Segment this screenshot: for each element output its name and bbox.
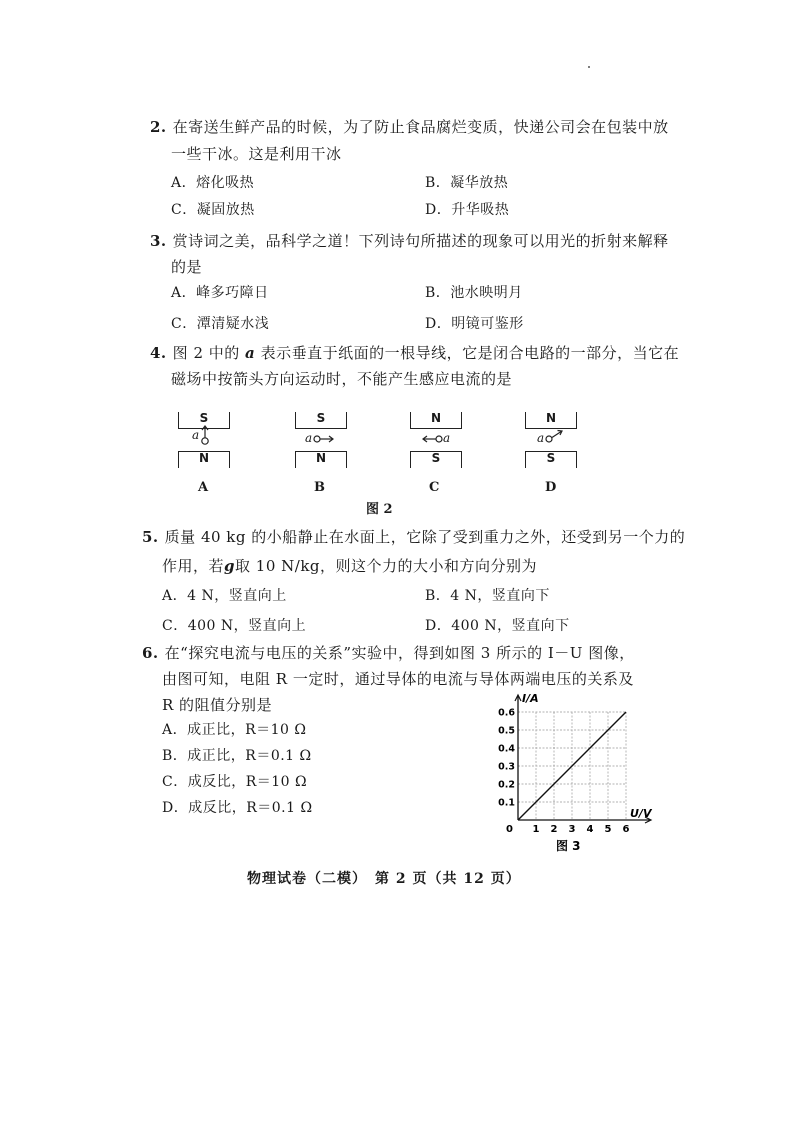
panel-d-wire-label: a bbox=[537, 431, 545, 445]
q3-number: 3. bbox=[150, 232, 167, 250]
panel-a-bottom-magnet bbox=[178, 451, 230, 468]
y-tick-label: 0.2 bbox=[498, 779, 515, 791]
q6-option-b: B．成正比，R＝0.1 Ω bbox=[162, 748, 312, 764]
q6-number: 6. bbox=[142, 644, 159, 662]
panel-c-top-magnet bbox=[410, 412, 462, 429]
q2-number: 2. bbox=[150, 118, 167, 136]
panel-b-top-magnet bbox=[295, 412, 347, 429]
figure-3-caption: 图 3 bbox=[556, 839, 581, 853]
panel-c-arrow-left-icon bbox=[421, 433, 443, 445]
q6-text-2: 由图可知，电阻 R 一定时，通过导体的电流与导体两端电压的关系及 bbox=[162, 670, 634, 688]
chart-axes bbox=[515, 695, 651, 823]
q4-number: 4. bbox=[150, 344, 167, 362]
panel-b-bottom-magnet bbox=[295, 451, 347, 468]
panel-c-bottom-pole: S bbox=[431, 451, 441, 465]
y-tick-label: 0.3 bbox=[498, 761, 515, 773]
q3-option-d: D．明镜可鉴形 bbox=[425, 316, 524, 332]
y-axis-label: I/A bbox=[522, 692, 539, 705]
q3-line-1 bbox=[150, 230, 669, 252]
panel-c-bottom-magnet bbox=[410, 451, 462, 468]
panel-c-wire-label: a bbox=[443, 431, 451, 445]
q3-option-a: A．峰多巧障日 bbox=[171, 285, 269, 301]
q5-option-a: A．4 N，竖直向上 bbox=[162, 588, 287, 604]
panel-b-arrow-right-icon bbox=[313, 433, 335, 445]
q5-text-1: 质量 40 kg 的小船静止在水面上，它除了受到重力之外，还受到另一个力的 bbox=[164, 528, 686, 546]
q4-text-2: 磁场中按箭头方向运动时，不能产生感应电流的是 bbox=[171, 370, 513, 388]
panel-d-top-pole: N bbox=[545, 411, 557, 425]
x-tick-label: 6 bbox=[622, 824, 630, 835]
panel-b-top-pole: S bbox=[316, 411, 326, 425]
q6-option-a: A．成正比，R＝10 Ω bbox=[162, 722, 307, 738]
q5-line-1 bbox=[142, 526, 685, 548]
panel-d-bottom-magnet bbox=[525, 451, 577, 468]
q2-line-1 bbox=[150, 116, 669, 138]
q2-text-1: 在寄送生鲜产品的时候，为了防止食品腐烂变质，快递公司会在包装中放 bbox=[172, 118, 669, 136]
panel-d-arrow-up-right-icon bbox=[545, 428, 565, 444]
q6-line-1 bbox=[142, 642, 635, 664]
q6-text-3: R 的阻值分别是 bbox=[162, 696, 273, 714]
q5-number: 5. bbox=[142, 528, 159, 546]
panel-a-label: A bbox=[198, 480, 209, 495]
q2-text-2: 一些干冰。这是利用干冰 bbox=[171, 145, 342, 163]
scan-speck bbox=[588, 66, 590, 68]
q2-option-c: C．凝固放热 bbox=[171, 202, 255, 218]
panel-d-bottom-pole: S bbox=[546, 451, 556, 465]
q5-text-2a: 作用，若 bbox=[162, 557, 225, 575]
q6-option-d: D．成反比，R＝0.1 Ω bbox=[162, 800, 313, 816]
q5-option-c: C．400 N，竖直向上 bbox=[162, 618, 307, 634]
q5-text-2b: 取 10 N/kg，则这个力的大小和方向分别为 bbox=[235, 557, 538, 575]
q3-option-b: B．池水映明月 bbox=[425, 285, 523, 301]
q6-option-c: C．成反比，R＝10 Ω bbox=[162, 774, 308, 790]
q4-text-1a: 图 2 中的 bbox=[172, 344, 240, 362]
q6-text-1: 在“探究电流与电压的关系”实验中，得到如图 3 所示的 I－U 图像， bbox=[164, 644, 635, 662]
q3-text-1: 赏诗词之美，品科学之道！下列诗句所描述的现象可以用光的折射来解释 bbox=[172, 232, 669, 250]
q4-text-1b: 表示垂直于纸面的一根导线，它是闭合电路的一部分，当它在 bbox=[260, 344, 680, 362]
panel-a-top-pole: S bbox=[199, 411, 209, 425]
q2-option-b: B．凝华放热 bbox=[425, 175, 509, 191]
q5-option-b: B．4 N，竖直向下 bbox=[425, 588, 550, 604]
panel-b-wire-label: a bbox=[305, 431, 313, 445]
origin-label: 0 bbox=[506, 824, 513, 835]
q5-var-g: g bbox=[224, 557, 236, 575]
x-tick-label: 3 bbox=[568, 824, 576, 835]
x-tick-label: 4 bbox=[586, 824, 594, 835]
panel-a-bottom-pole: N bbox=[198, 451, 210, 465]
panel-d-label: D bbox=[545, 480, 557, 495]
q5-line-2 bbox=[162, 555, 537, 577]
y-tick-label: 0.1 bbox=[498, 797, 515, 809]
panel-b-bottom-pole: N bbox=[315, 451, 327, 465]
y-tick-label: 0.6 bbox=[498, 707, 515, 719]
figure-3-iu-chart bbox=[490, 688, 660, 858]
x-tick-label: 5 bbox=[604, 824, 612, 835]
q4-line-1 bbox=[150, 342, 679, 364]
q4-var-a: a bbox=[245, 344, 256, 362]
q2-option-d: D．升华吸热 bbox=[425, 202, 510, 218]
q2-option-a: A．熔化吸热 bbox=[171, 175, 255, 191]
y-tick-label: 0.4 bbox=[498, 743, 515, 755]
x-axis-label: U/V bbox=[630, 807, 652, 820]
q3-option-c: C．潭清疑水浅 bbox=[171, 316, 270, 332]
page-footer: 物理试卷（二模） 第 2 页（共 12 页） bbox=[247, 871, 521, 887]
panel-a-arrow-up-icon bbox=[199, 424, 211, 446]
panel-c-wire bbox=[443, 431, 450, 445]
panel-c-top-pole: N bbox=[430, 411, 442, 425]
x-tick-label: 1 bbox=[532, 824, 540, 835]
panel-b-label: B bbox=[314, 480, 325, 495]
panel-a-wire-label: a bbox=[192, 428, 200, 442]
panel-b-wire bbox=[305, 431, 312, 445]
q5-option-d: D．400 N，竖直向下 bbox=[425, 618, 570, 634]
q3-text-2: 的是 bbox=[171, 258, 203, 276]
panel-c-label: C bbox=[429, 480, 440, 495]
x-tick-label: 2 bbox=[550, 824, 558, 835]
y-tick-label: 0.5 bbox=[498, 725, 515, 737]
figure-2-caption: 图 2 bbox=[366, 502, 393, 517]
panel-d-top-magnet bbox=[525, 412, 577, 429]
panel-d-wire bbox=[537, 431, 544, 445]
